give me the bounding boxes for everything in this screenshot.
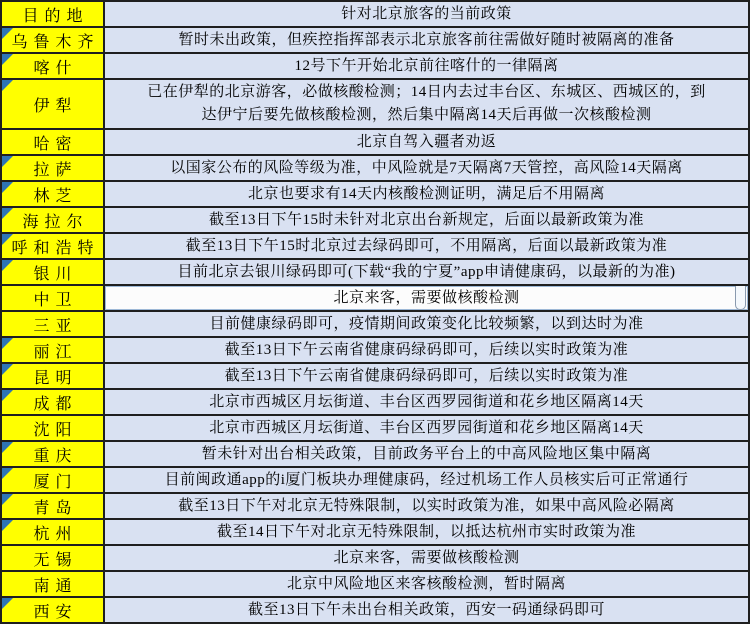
- policy-text: 北京市西城区月坛街道、丰台区西罗园街道和花乡地区隔离14天: [209, 419, 644, 436]
- header-row: [2, 2, 748, 28]
- policy-cell[interactable]: [105, 208, 748, 232]
- comment-indicator-icon: [2, 54, 13, 65]
- table-row: [2, 598, 748, 622]
- comment-indicator-icon: [2, 598, 13, 609]
- header-destination-label: 目的地: [22, 7, 89, 25]
- policy-text: 截至13日下午未出台相关政策，西安一码通绿码即可: [247, 601, 605, 618]
- city-name: 丽江: [33, 343, 78, 361]
- policy-cell[interactable]: [105, 260, 748, 284]
- policy-cell[interactable]: [105, 182, 748, 206]
- city-name: 成都: [33, 395, 78, 413]
- table-row: [2, 260, 748, 286]
- table-row: [2, 80, 748, 130]
- city-cell[interactable]: [2, 520, 105, 544]
- policy-text: 目前闽政通app的i厦门板块办理健康码，经过机场工作人员核实后可正常通行: [164, 471, 689, 488]
- table-row: [2, 312, 748, 338]
- city-cell[interactable]: [2, 572, 105, 596]
- table-row: [2, 286, 748, 312]
- city-cell[interactable]: [2, 286, 105, 310]
- city-name: 哈密: [33, 135, 78, 153]
- policy-cell[interactable]: [105, 572, 748, 596]
- policy-text: 北京市西城区月坛街道、丰台区西罗园街道和花乡地区隔离14天: [209, 393, 644, 410]
- comment-indicator-icon: [2, 468, 13, 479]
- policy-text: 暂未针对出台相关政策，目前政务平台上的中高风险地区集中隔离: [201, 445, 652, 462]
- header-destination-cell[interactable]: [2, 2, 105, 26]
- city-name: 伊犁: [33, 97, 78, 115]
- city-name: 三亚: [33, 317, 78, 335]
- comment-indicator-icon: [2, 182, 13, 193]
- policy-text: 截至13日下午15时未针对北京出台新规定，后面以最新政策为准: [208, 211, 644, 228]
- policy-cell[interactable]: [105, 130, 748, 154]
- comment-indicator-icon: [2, 338, 13, 349]
- city-cell[interactable]: [2, 468, 105, 492]
- comment-indicator-icon: [2, 442, 13, 453]
- table-row: [2, 182, 748, 208]
- city-name: 青岛: [33, 499, 78, 517]
- comment-indicator-icon: [2, 390, 13, 401]
- city-name: 南通: [33, 577, 78, 595]
- policy-cell[interactable]: [105, 234, 748, 258]
- policy-text: 截至13日下午云南省健康码绿码即可，后续以实时政策为准: [224, 341, 629, 358]
- table-row: [2, 28, 748, 54]
- comment-indicator-icon: [2, 520, 13, 531]
- table-row: [2, 416, 748, 442]
- city-cell[interactable]: [2, 546, 105, 570]
- policy-cell[interactable]: [105, 442, 748, 466]
- city-name: 西安: [33, 603, 78, 621]
- policy-cell[interactable]: [105, 468, 748, 492]
- comment-indicator-icon: [2, 260, 13, 271]
- city-name: 喀什: [33, 59, 78, 77]
- table-row: [2, 468, 748, 494]
- policy-text: 截至13日下午云南省健康码绿码即可，后续以实时政策为准: [224, 367, 629, 384]
- city-cell[interactable]: [2, 156, 105, 180]
- city-name: 林芝: [33, 187, 78, 205]
- policy-cell[interactable]: [105, 364, 748, 388]
- selection-handle[interactable]: [735, 286, 746, 310]
- table-row: [2, 390, 748, 416]
- city-name: 呼和浩特: [11, 239, 100, 257]
- table-row: [2, 234, 748, 260]
- policy-cell[interactable]: [105, 54, 748, 78]
- table-row: [2, 130, 748, 156]
- city-cell[interactable]: [2, 416, 105, 440]
- policy-cell[interactable]: [105, 28, 748, 52]
- city-name: 杭州: [33, 525, 78, 543]
- city-cell[interactable]: [2, 338, 105, 362]
- policy-text: 北京来客，需要做核酸检测: [333, 549, 520, 566]
- table-row: [2, 156, 748, 182]
- table-row: [2, 494, 748, 520]
- header-policy-label: 针对北京旅客的当前政策: [341, 5, 512, 22]
- policy-text: 北京中风险地区来客核酸检测，暂时隔离: [286, 575, 566, 592]
- city-name: 昆明: [33, 369, 78, 387]
- policy-text: 目前北京去银川绿码即可(下载“我的宁夏”app申请健康码，以最新的为准): [177, 263, 676, 280]
- city-cell[interactable]: [2, 364, 105, 388]
- city-cell[interactable]: [2, 182, 105, 206]
- policy-cell[interactable]: [105, 390, 748, 414]
- policy-text: 截至13日下午15时北京过去绿码即可，不用隔离，后面以最新政策为准: [185, 237, 668, 254]
- city-cell[interactable]: [2, 234, 105, 258]
- comment-indicator-icon: [2, 494, 13, 505]
- city-cell[interactable]: [2, 80, 105, 128]
- table-row: [2, 520, 748, 546]
- table-row: [2, 338, 748, 364]
- table-row: [2, 208, 748, 234]
- policy-cell[interactable]: [105, 286, 748, 310]
- city-name: 重庆: [33, 447, 78, 465]
- table-row: [2, 54, 748, 80]
- city-cell[interactable]: [2, 260, 105, 284]
- policy-cell[interactable]: [105, 494, 748, 518]
- table-row: [2, 442, 748, 468]
- header-policy-cell[interactable]: [105, 2, 748, 26]
- policy-text: 北京来客，需要做核酸检测: [333, 289, 520, 306]
- city-name: 拉萨: [33, 161, 78, 179]
- policy-text: 北京自驾入疆者劝返: [356, 133, 497, 150]
- table-row: [2, 546, 748, 572]
- policy-text: 截至14日下午对北京无特殊限制，以抵达杭州市实时政策为准: [216, 523, 636, 540]
- comment-indicator-icon: [2, 156, 13, 167]
- comment-indicator-icon: [2, 234, 13, 245]
- policy-cell[interactable]: [105, 312, 748, 336]
- city-cell[interactable]: [2, 130, 105, 154]
- policy-cell[interactable]: [105, 598, 748, 622]
- city-name: 中卫: [33, 291, 78, 309]
- city-cell[interactable]: [2, 54, 105, 78]
- city-name: 海拉尔: [22, 213, 89, 231]
- city-cell[interactable]: [2, 390, 105, 414]
- city-name: 乌鲁木齐: [11, 33, 100, 51]
- comment-indicator-icon: [2, 80, 13, 91]
- policy-cell[interactable]: [105, 416, 748, 440]
- city-name: 厦门: [33, 473, 78, 491]
- comment-indicator-icon: [2, 208, 13, 219]
- city-cell[interactable]: [2, 494, 105, 518]
- city-name: 银川: [33, 265, 78, 283]
- table-row: [2, 364, 748, 390]
- city-name: 无锡: [33, 551, 78, 569]
- policy-text: 北京也要求有14天内核酸检测证明，满足后不用隔离: [247, 185, 605, 202]
- city-cell[interactable]: [2, 28, 105, 52]
- policy-text: 截至13日下午对北京无特殊限制，以实时政策为准，如果中高风险必隔离: [178, 497, 675, 514]
- policy-cell[interactable]: [105, 338, 748, 362]
- policy-text: 已在伊犁的北京游客，必做核酸检测；14日内去过丰台区、东城区、西城区的，到达伊宁后要先做核酸检测，然后集中隔离14天后再做一次核酸检测: [147, 84, 706, 123]
- city-cell[interactable]: [2, 598, 105, 622]
- policy-cell[interactable]: [105, 546, 748, 570]
- policy-cell[interactable]: [105, 80, 748, 128]
- policy-text: 目前健康绿码即可，疫情期间政策变化比较频繁，以到达时为准: [209, 315, 644, 332]
- policy-text: 暂时未出政策，但疾控指挥部表示北京旅客前往需做好随时被隔离的准备: [178, 31, 675, 48]
- table-row: [2, 572, 748, 598]
- city-cell[interactable]: [2, 208, 105, 232]
- city-cell[interactable]: [2, 312, 105, 336]
- city-cell[interactable]: [2, 442, 105, 466]
- policy-text: 以国家公布的风险等级为准，中风险就是7天隔离7天管控，高风险14天隔离: [170, 159, 683, 176]
- policy-cell[interactable]: [105, 520, 748, 544]
- policy-text: 12号下午开始北京前往喀什的一律隔离: [294, 57, 559, 74]
- comment-indicator-icon: [2, 364, 13, 375]
- city-name: 沈阳: [33, 421, 78, 439]
- comment-indicator-icon: [2, 28, 13, 39]
- policy-cell[interactable]: [105, 156, 748, 180]
